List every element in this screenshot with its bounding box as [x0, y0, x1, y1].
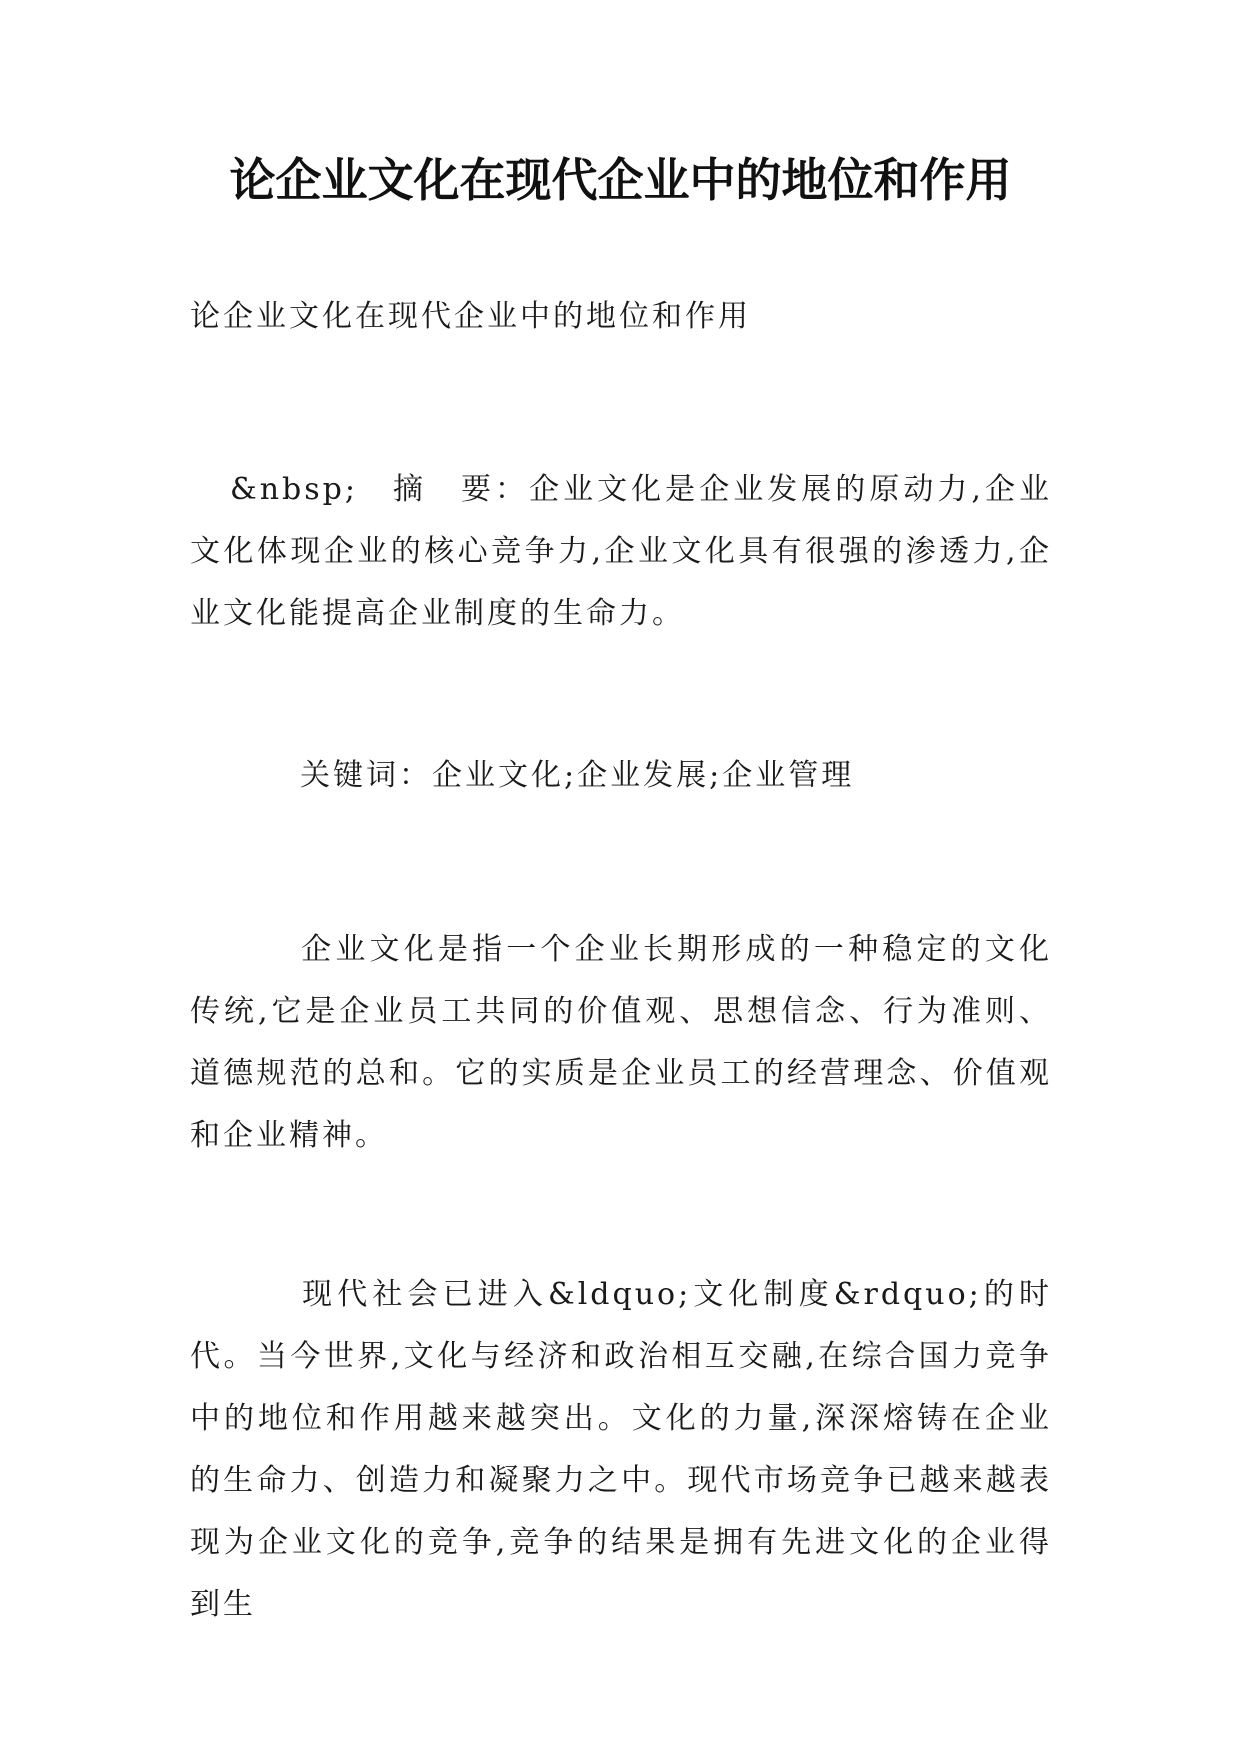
- paragraph-text: 企业文化是指一个企业长期形成的一种稳定的文化传统,它是企业员工共同的价值观、思想信念、行为准则、道德规范的总和。它的实质是企业员工的经营理念、价值观和企业精神。: [190, 932, 1052, 1153]
- keywords-paragraph: [190, 745, 1052, 807]
- abstract-paragraph: [190, 459, 1052, 645]
- body-paragraph-2: [190, 1264, 1052, 1636]
- paragraph-text: 现代社会已进入&ldquo;文化制度&rdquo;的时代。当今世界,文化与经济和政治相互交融,在综合国力竞争中的地位和作用越来越突出。文化的力量,深深熔铸在企业的生命力、创造力和凝聚力之中。现代市场竞争已越来越表现为企业文化的竞争,竞争的结果是拥有先进文化的企业得到生: [190, 1277, 1052, 1622]
- document-subtitle: 论企业文化在现代企业中的地位和作用: [190, 299, 751, 334]
- keywords-text: 关键词：企业文化;企业发展;企业管理: [300, 758, 855, 793]
- abstract-text: &nbsp; 摘 要：企业文化是企业发展的原动力,企业文化体现企业的核心竞争力,企业文化具有很强的渗透力,企业文化能提高企业制度的生命力。: [190, 472, 1052, 631]
- document-title: 论企业文化在现代企业中的地位和作用: [229, 153, 1012, 207]
- body-paragraph-1: [190, 919, 1052, 1167]
